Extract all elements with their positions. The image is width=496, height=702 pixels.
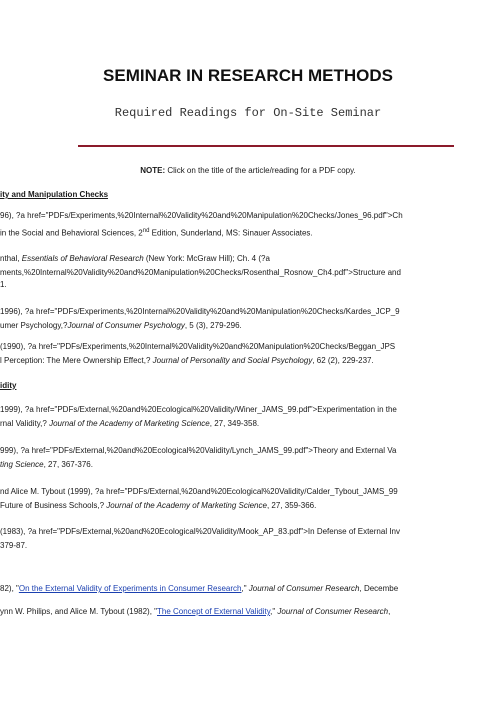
section-heading-external-validity: idity xyxy=(0,381,17,390)
reading-line: umer Psychology,?Journal of Consumer Psychology, 5 (3), 279-296. xyxy=(0,321,242,330)
reading-line: 1999), ?a href="PDFs/External,%20and%20Ecological%20Validity/Winer_JAMS_99.pdf">Experimentation in the xyxy=(0,405,397,414)
note-label: NOTE: xyxy=(140,166,166,175)
page-title: SEMINAR IN RESEARCH METHODS xyxy=(103,66,393,85)
reading-line: Future of Business Schools,? Journal of the Academy of Marketing Science, 27, 359-366. xyxy=(0,501,317,510)
reading-line: 1996), ?a href="PDFs/Experiments,%20Internal%20Validity%20and%20Manipulation%20Checks/Kardes_JCP_9 xyxy=(0,307,400,316)
reading-line: 379-87. xyxy=(0,541,28,550)
reading-line: nthal, Essentials of Behavioral Research (New York: McGraw Hill); Ch. 4 (?a xyxy=(0,254,270,263)
reading-line: nd Alice M. Tybout (1999), ?a href="PDFs/External,%20and%20Ecological%20Validity/Calder_Tybout_JAMS_99 xyxy=(0,487,398,496)
reading-line: (1983), ?a href="PDFs/External,%20and%20Ecological%20Validity/Mook_AP_83.pdf">In Defense of External Inv xyxy=(0,527,400,536)
article-link[interactable]: On the External Validity of Experiments in Consumer Research xyxy=(18,584,242,593)
reading-line: ting Science, 27, 367-376. xyxy=(0,460,93,469)
reading-line: in the Social and Behavioral Sciences, 2nd Edition, Sunderland, MS: Sinauer Associates. xyxy=(0,228,313,238)
reading-line: l Perception: The Mere Ownership Effect,? Journal of Personality and Social Psychology, 62 (2), 229-237. xyxy=(0,356,374,365)
article-link[interactable]: The Concept of External Validity xyxy=(157,607,271,616)
section-heading-internal-validity: ity and Manipulation Checks xyxy=(0,190,109,199)
reading-line: ments,%20Internal%20Validity%20and%20Manipulation%20Checks/Rosenthal_Rosnow_Ch4.pdf">Structure and xyxy=(0,268,401,277)
page-subtitle: Required Readings for On-Site Seminar xyxy=(114,106,382,120)
note-text: Click on the title of the article/reading for a PDF copy. xyxy=(165,166,356,175)
reading-line: rnal Validity,? Journal of the Academy of Marketing Science, 27, 349-358. xyxy=(0,419,260,428)
divider xyxy=(78,145,454,147)
reading-line: ynn W. Philips, and Alice M. Tybout (1982), "The Concept of External Validity," Journal of Consumer Research, xyxy=(0,607,391,616)
reading-line: (1990), ?a href="PDFs/Experiments,%20Internal%20Validity%20and%20Manipulation%20Checks/Beggan_JPS xyxy=(0,342,396,351)
reading-line: 999), ?a href="PDFs/External,%20and%20Ecological%20Validity/Lynch_JAMS_99.pdf">Theory and External Va xyxy=(0,446,397,455)
reading-line: 82), "On the External Validity of Experiments in Consumer Research," Journal of Consumer Research, Decembe xyxy=(0,584,399,593)
reading-line: 96), ?a href="PDFs/Experiments,%20Internal%20Validity%20and%20Manipulation%20Checks/Jones_96.pdf">Ch xyxy=(0,211,403,220)
reading-line: 1. xyxy=(0,280,7,289)
note-line xyxy=(0,166,496,175)
